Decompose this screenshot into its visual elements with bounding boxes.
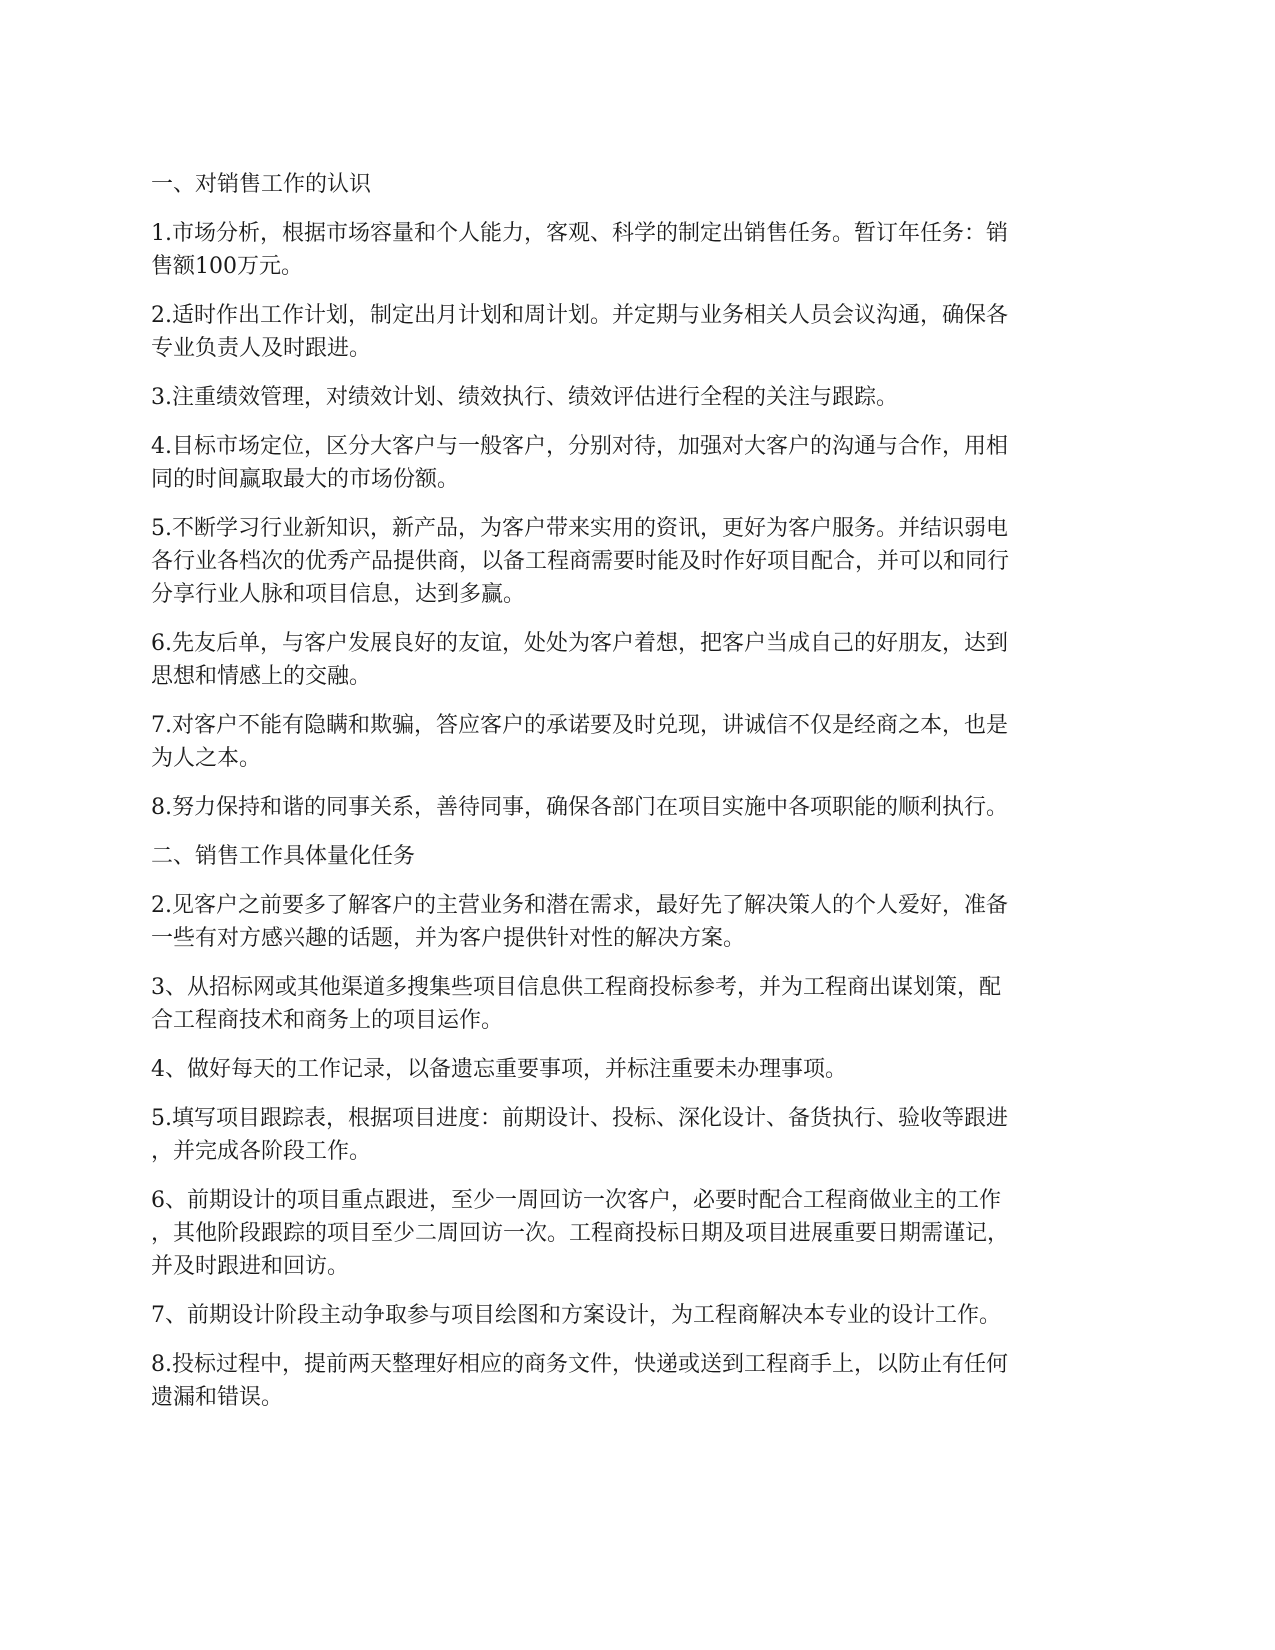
paragraph: 5.填写项目跟踪表，根据项目进度：前期设计、投标、深化设计、备货执行、验收等跟进 ，并完成各阶段工作。 [151,1106,1008,1164]
paragraph: 6、前期设计的项目重点跟进，至少一周回访一次客户，必要时配合工程商做业主的工作 ，其他阶段跟踪的项目至少二周回访一次。工程商投标日期及项目进展重要日期需谨记， 并及时跟进和回访。 [151,1188,1010,1279]
paragraph: 2.见客户之前要多了解客户的主营业务和潜在需求，最好先了解决策人的个人爱好，准备 一些有对方感兴趣的话题，并为客户提供针对性的解决方案。 [151,893,1008,951]
paragraph: 6.先友后单，与客户发展良好的友谊，处处为客户着想，把客户当成自己的好朋友，达到 思想和情感上的交融。 [151,631,1008,689]
section-heading-2: 二、销售工作具体量化任务 [151,844,416,869]
paragraph: 4.目标市场定位，区分大客户与一般客户，分别对待，加强对大客户的沟通与合作，用相 同的时间赢取最大的市场份额。 [151,434,1008,492]
paragraph: 1.市场分析，根据市场容量和个人能力，客观、科学的制定出销售任务。暂订年任务：销 售额100万元。 [151,221,1008,279]
paragraph: 3、从招标网或其他渠道多搜集些项目信息供工程商投标参考，并为工程商出谋划策，配 合工程商技术和商务上的项目运作。 [151,975,1001,1033]
document-body [151,168,1125,1430]
paragraph: 5.不断学习行业新知识，新产品，为客户带来实用的资讯，更好为客户服务。并结识弱电 各行业各档次的优秀产品提供商，以备工程商需要时能及时作好项目配合，并可以和同行 分享行业人脉和项目信息，达到多赢。 [151,516,1010,607]
paragraph: 4、做好每天的工作记录，以备遗忘重要事项，并标注重要未办理事项。 [151,1057,847,1082]
paragraph: 8.投标过程中，提前两天整理好相应的商务文件，快递或送到工程商手上，以防止有任何 遗漏和错误。 [151,1352,1008,1410]
section-heading-1: 一、对销售工作的认识 [151,172,372,197]
paragraph: 2.适时作出工作计划，制定出月计划和周计划。并定期与业务相关人员会议沟通，确保各 专业负责人及时跟进。 [151,303,1008,361]
paragraph: 7.对客户不能有隐瞒和欺骗，答应客户的承诺要及时兑现，讲诚信不仅是经商之本，也是 为人之本。 [151,713,1008,771]
paragraph: 7、前期设计阶段主动争取参与项目绘图和方案设计，为工程商解决本专业的设计工作。 [151,1303,1001,1328]
paragraph: 8.努力保持和谐的同事关系，善待同事，确保各部门在项目实施中各项职能的顺利执行。 [151,795,1008,820]
paragraph: 3.注重绩效管理，对绩效计划、绩效执行、绩效评估进行全程的关注与跟踪。 [151,385,898,410]
